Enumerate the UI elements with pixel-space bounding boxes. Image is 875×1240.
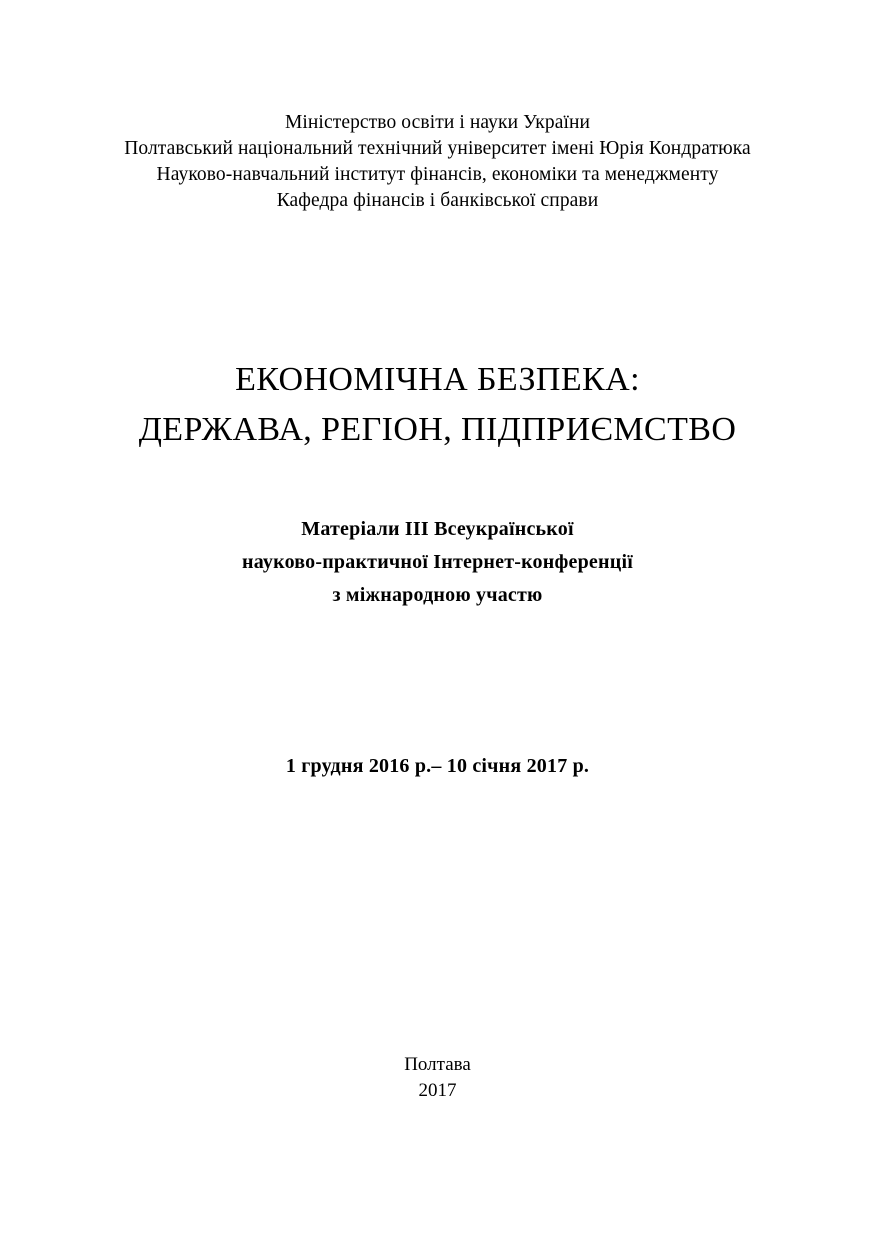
page-title [0,355,875,455]
title-line-2: ДЕРЖАВА, РЕГІОН, ПІДПРИЄМСТВО [138,411,737,448]
imprint-year: 2017 [418,1080,457,1101]
subtitle-line-2: науково-практичної Інтернет-конференції [242,551,633,573]
affiliation-line-ministry: Міністерство освіти і науки України [284,112,591,133]
subtitle-line-1: Матеріали ІІІ Всеукраїнської [301,518,574,540]
subtitle-line-3: з міжнародною участю [332,584,543,606]
affiliation-line-department: Кафедра фінансів і банківської справи [276,190,599,211]
conference-dates: 1 грудня 2016 р.– 10 січня 2017 р. [285,755,590,777]
title-line-1: ЕКОНОМІЧНА БЕЗПЕКА: [235,361,640,398]
affiliation-block [0,110,875,214]
affiliation-line-university: Полтавський національний технічний університет імені Юрія Кондратюка [124,138,751,159]
imprint-block [0,1052,875,1104]
imprint-city: Полтава [404,1054,471,1075]
subtitle-block [0,513,875,612]
affiliation-line-institute: Науково-навчальний інститут фінансів, економіки та менеджменту [156,164,719,185]
